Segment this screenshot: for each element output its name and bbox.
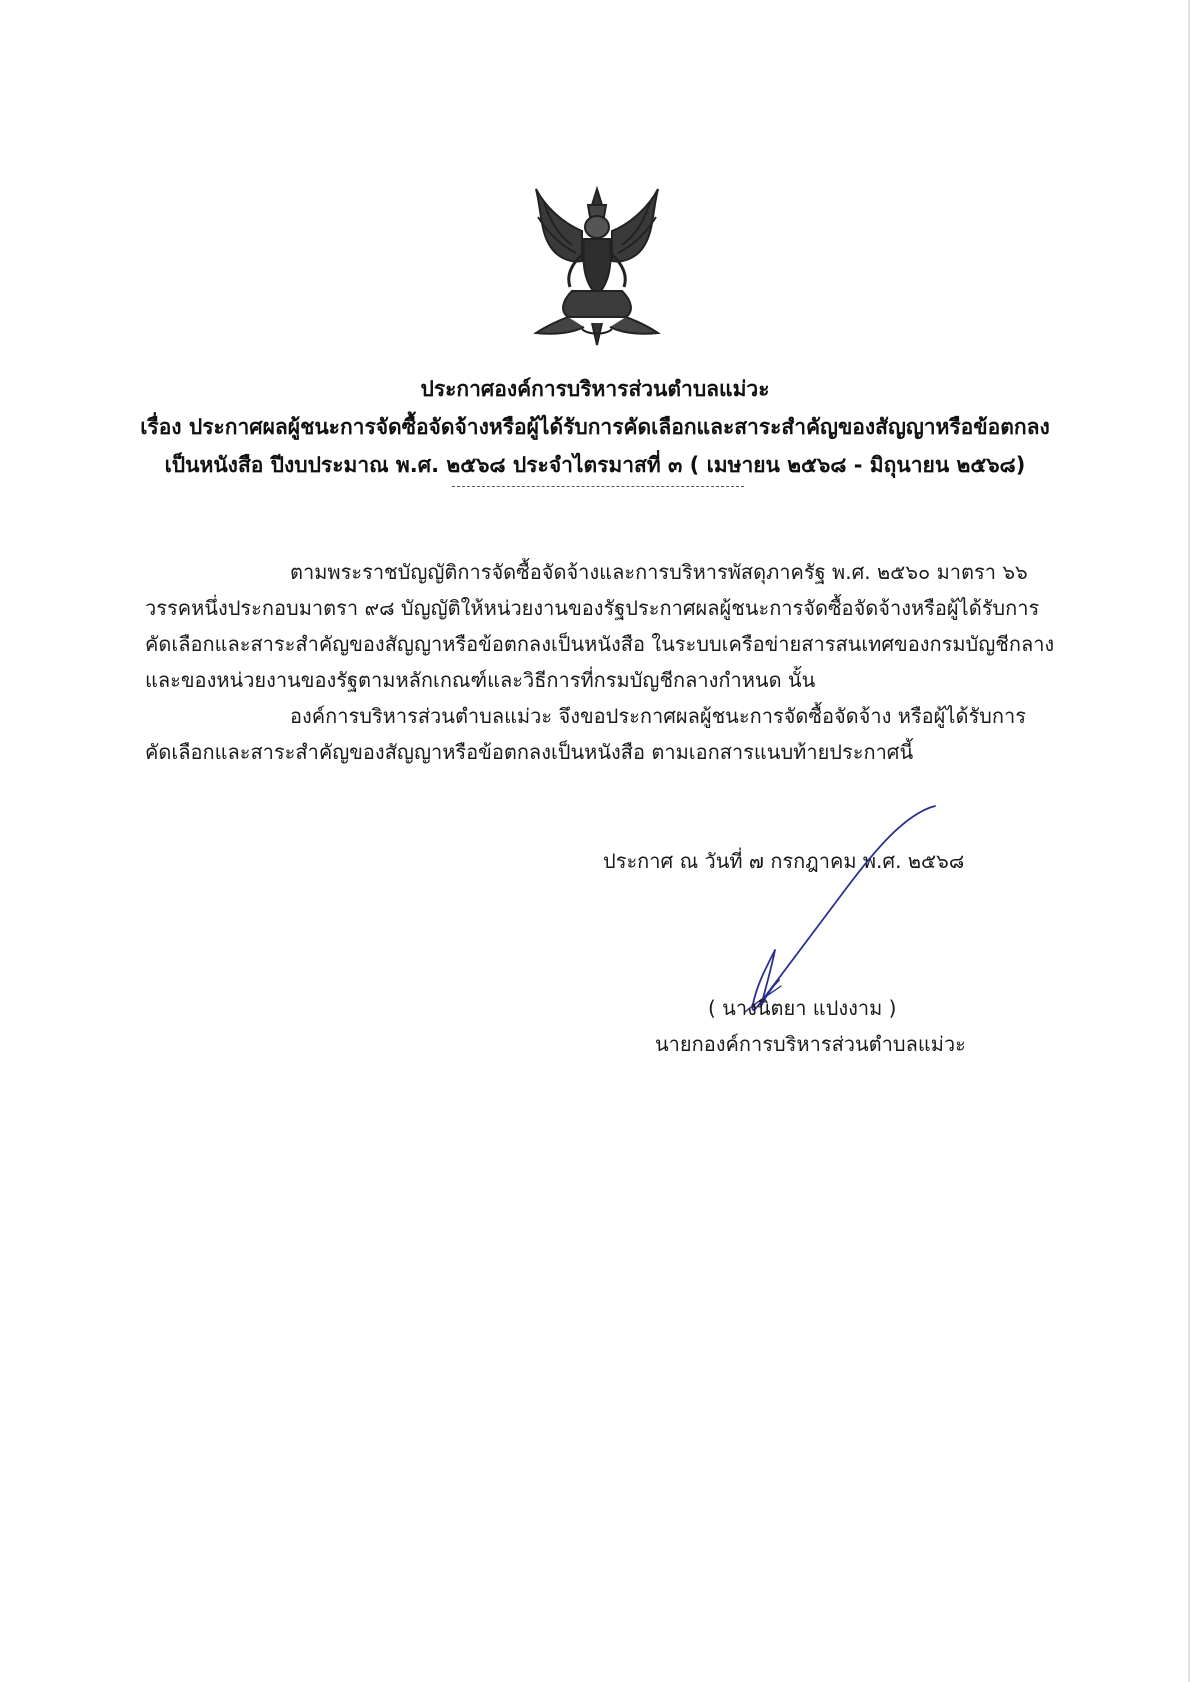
signer-position: นายกองค์การบริหารส่วนตำบลแม่วะ bbox=[655, 1032, 966, 1056]
paragraph-1-line-2: วรรคหนึ่งประกอบมาตรา ๙๘ บัญญัติให้หน่วยงานของรัฐประกาศผลผู้ชนะการจัดซื้อจัดจ้างหรือผู้ได้รับการ bbox=[145, 596, 1040, 620]
paragraph-1-line-1: ตามพระราชบัญญัติการจัดซื้อจัดจ้างและการบริหารพัสดุภาครัฐ พ.ศ. ๒๕๖๐ มาตรา ๖๖ bbox=[290, 560, 1028, 584]
paragraph-2-line-1: องค์การบริหารส่วนตำบลแม่วะ จึงขอประกาศผลผู้ชนะการจัดซื้อจัดจ้าง หรือผู้ได้รับการ bbox=[290, 704, 1026, 728]
paragraph-2-line-2: คัดเลือกและสาระสำคัญของสัญญาหรือข้อตกลงเป็นหนังสือ ตามเอกสารแนบท้ายประกาศนี้ bbox=[145, 740, 914, 764]
announcement-period: เป็นหนังสือ ปีงบประมาณ พ.ศ. ๒๕๖๘ ประจำไตรมาสที่ ๓ ( เมษายน ๒๕๖๘ - มิถุนายน ๒๕๖๘) bbox=[164, 453, 1026, 477]
paragraph-1-line-4: และของหน่วยงานของรัฐตามหลักเกณฑ์และวิธีการที่กรมบัญชีกลางกำหนด นั้น bbox=[145, 668, 816, 692]
announcement-subject: เรื่อง ประกาศผลผู้ชนะการจัดซื้อจัดจ้างหรือผู้ได้รับการคัดเลือกและสาระสำคัญของสัญญาหรือข้อตกลง bbox=[140, 415, 1050, 439]
signer-name: ( นางนิตยา แปงงาม ) bbox=[708, 996, 897, 1020]
announcement-title: ประกาศองค์การบริหารส่วนตำบลแม่วะ bbox=[420, 377, 770, 401]
announcement-date: ประกาศ ณ วันที่ ๗ กรกฎาคม พ.ศ. ๒๕๖๘ bbox=[603, 849, 965, 873]
garuda-emblem bbox=[522, 183, 672, 348]
title-divider bbox=[452, 486, 744, 487]
paragraph-1-line-3: คัดเลือกและสาระสำคัญของสัญญาหรือข้อตกลงเป็นหนังสือ ในระบบเครือข่ายสารสนเทศของกรมบัญชีกลาง bbox=[145, 632, 1055, 656]
